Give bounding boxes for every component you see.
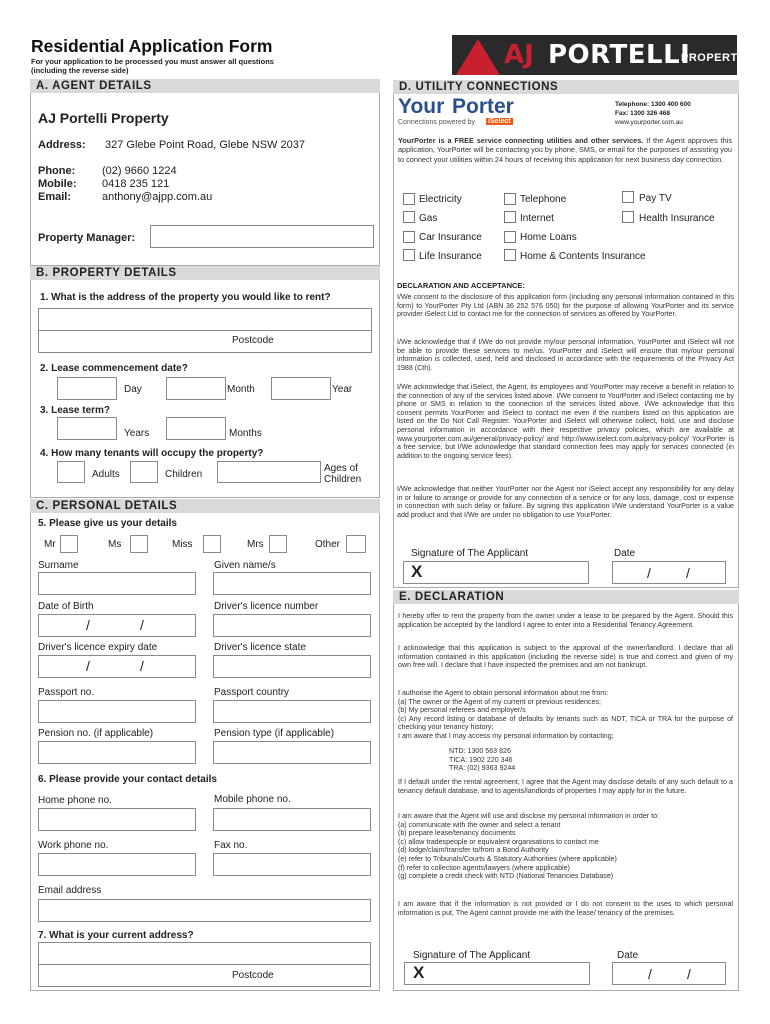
decl-paragraph-4: I/We acknowledge that neither YourPorter nor the Agent nor iSelect accept any responsibility for any delay in or failure to arrange or provide for any connection of a service or for any loss, damage, cost or expense in connection with such delay or failure. By signing this application I/We understand YourPorter is a value add product and that I/We are under no obligation to use YourPorter.	[397, 485, 734, 519]
home-phone-label: Home phone no.	[38, 795, 112, 806]
electricity-checkbox[interactable]	[403, 193, 415, 205]
title-mr-label: Mr	[44, 539, 56, 550]
section-a-heading: A. AGENT DETAILS	[30, 79, 380, 93]
children-label: Children	[165, 469, 203, 480]
authorise-line: (b) My personal referees and employer/s	[398, 706, 526, 715]
use-line: (e) refer to Tribunals/Courts & Statutory Authorities (where applicable)	[398, 854, 617, 863]
telephone-checkbox[interactable]	[504, 193, 516, 205]
email-label: Email:	[38, 191, 72, 203]
q7-label: 7. What is your current address?	[38, 930, 194, 941]
expiry-separator-1: /	[86, 658, 90, 674]
postcode-label: Postcode	[232, 335, 274, 346]
yourporter-logo	[398, 95, 538, 131]
phone-value: (02) 9660 1224	[102, 165, 177, 177]
address-value: 327 Glebe Point Road, Glebe NSW 2037	[105, 139, 305, 151]
phone-label: Phone:	[38, 165, 76, 177]
telephone-label: Telephone	[520, 194, 567, 205]
q1-label: 1. What is the address of the property you would like to rent?	[40, 292, 331, 303]
property-manager-label: Property Manager:	[38, 232, 136, 244]
section-d-heading: D. UTILITY CONNECTIONS	[393, 80, 739, 94]
lease-year-field[interactable]	[271, 377, 331, 400]
utility-signature-label: Signature of The Applicant	[411, 548, 529, 559]
title-ms-checkbox[interactable]	[130, 535, 148, 553]
licence-expiry-label: Driver's licence expiry date	[38, 642, 158, 653]
dob-label: Date of Birth	[38, 601, 94, 612]
declaration-signature-x: X	[413, 963, 425, 982]
licence-state-field[interactable]	[213, 655, 371, 678]
contact-line: TICA: 1902 220 346	[449, 755, 513, 764]
pension-type-label: Pension type (if applicable)	[214, 728, 335, 739]
years-label: Years	[124, 428, 150, 439]
title-miss-label: Miss	[172, 539, 193, 550]
home-contents-insurance-label: Home & Contents Insurance	[520, 251, 646, 262]
car-insurance-checkbox[interactable]	[403, 231, 415, 243]
gas-checkbox[interactable]	[403, 211, 415, 223]
tenancy-database-contacts	[449, 747, 649, 773]
surname-label: Surname	[38, 560, 79, 571]
decl-paragraph-2: I/We acknowledge that if I/We do not provide my/our personal information, YourPorter and iSelect will not be able to provide these services to me/us. YourPorter and iSelect will ensure that my/our personal information is collected, used, held and disclosed in accordance with the requirements of the Privacy Act 1988 (Cth).	[397, 338, 734, 372]
title-other-label: Other	[315, 539, 341, 550]
q6-label: 6. Please provide your contact details	[38, 774, 217, 785]
work-phone-label: Work phone no.	[38, 840, 109, 851]
utility-intro	[398, 136, 732, 164]
use-line: (f) refer to collection agents/lawyers (where applicable)	[398, 863, 570, 872]
declaration-acceptance-heading: DECLARATION AND ACCEPTANCE:	[397, 281, 525, 290]
property-manager-field[interactable]	[150, 225, 374, 248]
utility-intro-rest: If the Agent approves this application, YourPorter will be contacting you by phone, SMS, or email for the purposes of assisting you to connect your utilities within 24 hours of receiving this application for next business day connection.	[398, 136, 733, 164]
use-line: (b) prepare lease/tenancy documents	[398, 829, 516, 838]
home-contents-insurance-checkbox[interactable]	[504, 249, 516, 261]
declaration-date-field[interactable]	[612, 962, 726, 985]
logo-text-portelli: PORTELLI	[548, 40, 691, 70]
given-names-label: Given name/s	[214, 560, 276, 571]
passport-country-field[interactable]	[213, 700, 371, 723]
year-label: Year	[332, 384, 353, 395]
declaration-use-list	[398, 812, 733, 881]
use-line: (c) allow tradespeople or equivalent organisations to contact me	[398, 837, 599, 846]
section-e-heading: E. DECLARATION	[393, 590, 739, 604]
use-line: (g) complete a credit check with NTD (National Tenancies Database)	[398, 872, 614, 881]
contact-line: NTD: 1300 563 826	[449, 747, 511, 755]
title-miss-checkbox[interactable]	[203, 535, 221, 553]
title-mrs-label: Mrs	[247, 539, 264, 550]
title-ms-label: Ms	[108, 539, 122, 550]
agency-name: AJ Portelli Property	[38, 110, 169, 126]
home-loans-checkbox[interactable]	[504, 231, 516, 243]
utility-date-separator-2: /	[686, 565, 690, 581]
mobile-phone-label: Mobile phone no.	[214, 794, 291, 805]
declaration-date-separator-1: /	[648, 966, 652, 982]
use-line: I am aware that the Agent will use and disclose my personal information in order to:	[398, 812, 660, 820]
pension-type-field[interactable]	[213, 741, 371, 764]
declaration-paragraph-4: If I default under the rental agreement, I agree that the Agent may disclose details of any such default to a tenancy default database, and to agents/landlords of properties I may apply for in the future.	[398, 778, 733, 795]
lease-months-field[interactable]	[166, 417, 226, 440]
authorise-line: (c) Any record listing or database of defaults by tenants such as NDT, TICA or TRA for the purpose of checking your tenancy history;	[398, 714, 733, 732]
gas-label: Gas	[419, 213, 438, 224]
current-postcode-label: Postcode	[232, 970, 274, 981]
mobile-phone-field[interactable]	[213, 808, 371, 831]
q2-label: 2. Lease commencement date?	[40, 363, 188, 374]
declaration-signature-field[interactable]	[404, 962, 590, 985]
utility-signature-x: X	[411, 562, 423, 581]
pay-tv-label: Pay TV	[639, 193, 672, 204]
declaration-date-label: Date	[617, 950, 639, 961]
page-title: Residential Application Form	[31, 36, 273, 56]
declaration-signature-label: Signature of The Applicant	[413, 950, 531, 961]
email-value: anthony@ajpp.com.au	[102, 191, 213, 203]
q5-label: 5. Please give us your details	[38, 518, 177, 529]
internet-label: Internet	[520, 213, 554, 224]
licence-number-label: Driver's licence number	[214, 601, 319, 612]
logo-text-property: PROPERTY	[681, 52, 746, 64]
home-loans-label: Home Loans	[520, 232, 577, 243]
declaration-date-separator-2: /	[687, 966, 691, 982]
utility-signature-field[interactable]	[403, 561, 589, 584]
yourporter-fax: Fax: 1300 326 468	[615, 110, 670, 117]
current-address-field-2[interactable]	[38, 964, 371, 987]
section-c-heading: C. PERSONAL DETAILS	[30, 499, 380, 513]
lease-day-field[interactable]	[57, 377, 117, 400]
mobile-label: Mobile:	[38, 178, 77, 190]
yourporter-web: www.yourporter.com.au	[615, 119, 683, 126]
lease-years-field[interactable]	[57, 417, 117, 440]
ages-of-children-field[interactable]	[217, 461, 321, 483]
logo-roof-icon	[456, 39, 500, 75]
logo-your: Your	[398, 95, 445, 118]
months-label: Months	[229, 428, 262, 439]
page-subtitle: For your application to be processed you must answer all questions	[31, 57, 274, 66]
utility-date-label: Date	[614, 548, 636, 559]
adults-label: Adults	[92, 469, 120, 480]
q3-label: 3. Lease term?	[40, 405, 111, 416]
email-address-label: Email address	[38, 885, 102, 896]
passport-number-field[interactable]	[38, 700, 196, 723]
logo-porter: Porter	[452, 95, 514, 118]
declaration-paragraph-6: I am aware that if the information is not provided or I do not consent to the uses to which personal information is put, The Agent cannot provide me with the lease/ tenancy of the premises.	[398, 900, 733, 917]
children-field[interactable]	[130, 461, 158, 483]
pension-number-field[interactable]	[38, 741, 196, 764]
work-phone-field[interactable]	[38, 853, 196, 876]
contact-line: TRA: (02) 9363 9244	[449, 764, 516, 773]
title-mrs-checkbox[interactable]	[269, 535, 287, 553]
adults-field[interactable]	[57, 461, 85, 483]
logo-text-aj: AJ	[504, 40, 534, 70]
dob-separator-1: /	[86, 617, 90, 633]
car-insurance-label: Car Insurance	[419, 232, 482, 243]
page-subtitle-2: (including the reverse side)	[31, 66, 129, 75]
internet-checkbox[interactable]	[504, 211, 516, 223]
surname-field[interactable]	[38, 572, 196, 595]
property-address-field-2[interactable]	[38, 330, 372, 353]
ages-label-2: Children	[324, 474, 362, 485]
home-phone-field[interactable]	[38, 808, 196, 831]
life-insurance-label: Life Insurance	[419, 251, 482, 262]
decl-paragraph-3: I/We acknowledge that iSelect, the Agent, its employees and YourPorter may receive a benefit in relation to the connection of any of the services listed above. I/We consent to YourPorter and iSelect contacting me by phone or SMS in relation to the connection of the services listed above. I/We acknowledge that this consent permits YourPorter and iSelect to contact me even if the numbers listed on this application are listed on the Do Not Call Register. YourPorter and iSelect will otherwise collect, hold, use and disclose personal information in accordance with their respective privacy policies, which are available at www.yourporter.com.au/general/privacy-policy/ and http://www.iselect.com.au/privacy-policy/ YourPorter is a free service, but I/We acknowledge that standard connection fees may apply for services connected (in addition to the ongoing service fees).	[397, 383, 734, 460]
declaration-paragraph-1: I hereby offer to rent the property from the owner under a lease to be prepared by the Agent. Should this application be accepted by the landlord I agree to enter into a Residential Tenancy Agreement.	[398, 612, 733, 629]
agency-logo	[452, 35, 746, 75]
dob-separator-2: /	[140, 617, 144, 633]
logo-iselect: iSelect	[488, 118, 511, 125]
fax-field[interactable]	[213, 853, 371, 876]
electricity-label: Electricity	[419, 194, 462, 205]
pay-tv-checkbox[interactable]	[622, 191, 634, 203]
expiry-separator-2: /	[140, 658, 144, 674]
passport-number-label: Passport no.	[38, 687, 95, 698]
day-label: Day	[124, 384, 142, 395]
life-insurance-checkbox[interactable]	[403, 249, 415, 261]
declaration-paragraph-2: I acknowledge that this application is subject to the approval of the owner/landlord. I declare that all information contained in this application (including the reverse side) is true and correct and given of my own free will. I declare that I have inspected the premises and am not bankrupt.	[398, 644, 733, 670]
given-names-field[interactable]	[213, 572, 371, 595]
ages-label: Ages of	[324, 463, 358, 474]
decl-paragraph-1: I/We consent to the disclosure of this application form (including any personal information contained in this form) to YourPorter Pty Ltd (ABN 36 252 576 050) for the purpose of allowing YourPorter and its service provider iSelect Ltd to contact me for the connection of services as offered by YourPorter.	[397, 293, 734, 319]
use-line: (a) communicate with the owner and select a tenant	[398, 820, 561, 829]
title-mr-checkbox[interactable]	[60, 535, 78, 553]
property-address-field[interactable]	[38, 308, 372, 331]
month-label: Month	[227, 384, 255, 395]
licence-expiry-field[interactable]	[38, 655, 196, 678]
yourporter-telephone: Telephone: 1300 400 600	[615, 101, 691, 108]
health-insurance-checkbox[interactable]	[622, 211, 634, 223]
licence-state-label: Driver's licence state	[214, 642, 306, 653]
utility-intro-bold: YourPorter is a FREE service connecting utilities and other services.	[398, 136, 644, 145]
passport-country-label: Passport country	[214, 687, 290, 698]
current-address-field[interactable]	[38, 942, 371, 965]
logo-powered: Connections powered by	[398, 119, 476, 126]
pension-number-label: Pension no. (if applicable)	[38, 728, 154, 739]
fax-label: Fax no.	[214, 840, 248, 851]
dob-field[interactable]	[38, 614, 196, 637]
licence-number-field[interactable]	[213, 614, 371, 637]
utility-date-separator-1: /	[647, 565, 651, 581]
authorise-line: (a) The owner or the Agent of my current or previous residences;	[398, 697, 601, 706]
section-b-heading: B. PROPERTY DETAILS	[30, 266, 380, 280]
health-insurance-label: Health Insurance	[639, 213, 715, 224]
use-line: (d) lodge/claim/transfer to/from a Bond Authority	[398, 846, 549, 855]
authorise-line: I am aware that I may access my personal information by contacting;	[398, 731, 614, 740]
utility-date-field[interactable]	[612, 561, 726, 584]
q4-label: 4. How many tenants will occupy the property?	[40, 448, 264, 459]
title-other-checkbox[interactable]	[346, 535, 366, 553]
mobile-value: 0418 235 121	[102, 178, 170, 190]
address-label: Address:	[38, 139, 86, 151]
lease-month-field[interactable]	[166, 377, 226, 400]
authorise-line: I authorise the Agent to obtain personal information about me from:	[398, 689, 609, 697]
declaration-authorise-list	[398, 689, 733, 741]
email-address-field[interactable]	[38, 899, 371, 922]
